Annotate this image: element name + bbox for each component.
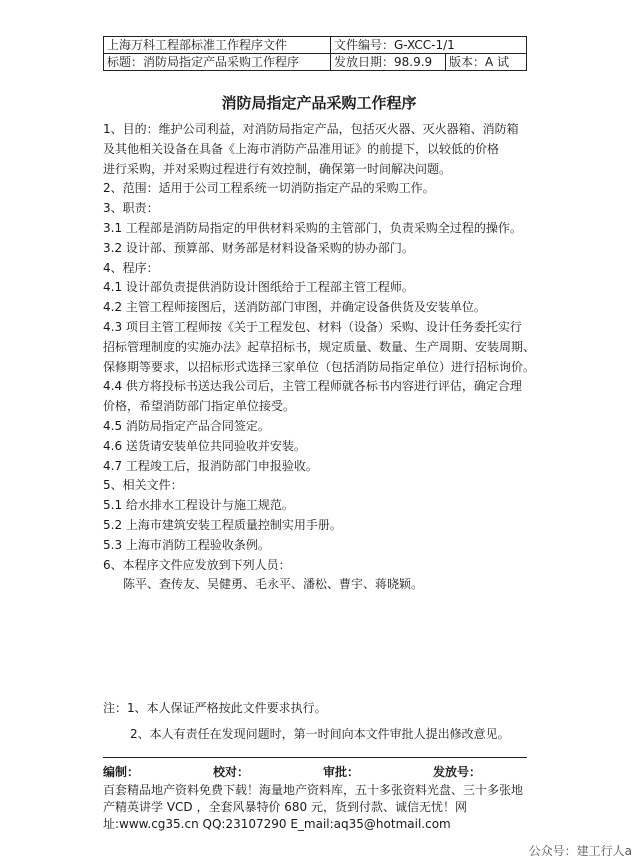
issue-date: 发放日期：98.9.9 <box>331 54 446 71</box>
version: 版本：A 试 <box>446 54 527 71</box>
issue-number-label: 发放号： <box>433 765 482 779</box>
body-line: 及其他相关设备在具备《上海市消防产品准用证》的前提下，以较低的价格 <box>103 141 500 156</box>
body-line: 6、本程序文件应发放到下列人员： <box>103 557 291 572</box>
body-line: 3.1 工程部是消防局指定的甲供材料采购的主管部门，负责采购全过程的操作。 <box>103 220 522 235</box>
draft-label: 编制： <box>103 765 140 779</box>
body-line: 4.5 消防局指定产品合同签定。 <box>103 418 270 433</box>
body-line: 价格，希望消防部门指定单位接受。 <box>103 399 296 414</box>
document-title: 消防局指定产品采购工作程序 <box>221 94 417 112</box>
body-line: 5、相关文件： <box>103 478 183 493</box>
recipient-list: 陈平、查传友、吴健勇、毛永平、潘松、曹宇、蒋晓颖。 <box>123 577 424 592</box>
body-line: 2、范围：适用于公司工程系统一切消防指定产品的采购工作。 <box>103 181 435 196</box>
body-line: 5.2 上海市建筑安装工程质量控制实用手册。 <box>103 517 342 532</box>
document-body <box>103 120 543 595</box>
footer-line: 产精英讲学 VCD ，全套风暴特价 680 元，货到付款、诚信无忧！网 <box>103 800 467 814</box>
document-number: 文件编号：G-XCC-1/1 <box>331 37 527 54</box>
body-line: 5.3 上海市消防工程验收条例。 <box>103 537 270 552</box>
body-line: 4.1 设计部负责提供消防设计图纸给于工程部主管工程师。 <box>103 280 414 295</box>
footer-line: 百套精品地产资料免费下载！海量地产资料库，五十多张资料光盘、三十多张地 <box>103 783 524 797</box>
body-line: 1、目的：维护公司利益，对消防局指定产品，包括灭火器、灭火器箱、消防箱 <box>103 122 519 136</box>
body-line: 4、程序： <box>103 260 159 275</box>
note-2: 2、本人有责任在发现问题时，第一时间向本文件审批人提出修改意见。 <box>130 727 510 741</box>
notes-section <box>103 700 543 742</box>
watermark-text: 公众号：建工行人a <box>528 844 632 858</box>
document-header-table <box>103 36 527 71</box>
body-line: 5.1 给水排水工程设计与施工规范。 <box>103 498 294 513</box>
body-line: 4.6 送货请安装单位共同验收并安装。 <box>103 438 306 453</box>
note-1: 注：1、本人保证严格按此文件要求执行。 <box>103 701 327 715</box>
body-line: 3.2 设计部、预算部、财务部是材料设备采购的协办部门。 <box>103 240 414 255</box>
body-line: 3、职责： <box>103 201 159 216</box>
body-line: 招标管理制度的实施办法》起草招标书，规定质量、数量、生产周期、安装周期、 <box>103 339 536 354</box>
body-line: 4.3 项目主管工程师按《关于工程发包、材料（设备）采购、设计任务委托实行 <box>103 319 522 334</box>
body-line: 4.7 工程竣工后，报消防部门申报验收。 <box>103 458 318 473</box>
body-line: 4.2 主管工程师接图后，送消防部门审图，并确定设备供货及安装单位。 <box>103 300 486 315</box>
check-label: 校对： <box>213 765 250 779</box>
body-line: 进行采购，并对采购过程进行有效控制，确保第一时间解决问题。 <box>103 161 452 176</box>
document-subject: 标题：消防局指定产品采购工作程序 <box>104 54 331 71</box>
company-document-name: 上海万科工程部标准工作程序文件 <box>104 37 331 54</box>
body-line: 保修期等要求，以招标形式选择三家单位（包括消防局指定单位）进行招标询价。 <box>103 359 536 374</box>
divider <box>103 757 527 758</box>
body-line: 4.4 供方将投标书送达我公司后，主管工程师就各标书内容进行评估，确定合理 <box>103 379 522 394</box>
advert-footer <box>103 782 543 833</box>
approve-label: 审批： <box>323 765 360 779</box>
footer-line: 址:www.cg35.cn QQ:23107290 E_mail:aq35@hotmail.com <box>103 817 451 831</box>
